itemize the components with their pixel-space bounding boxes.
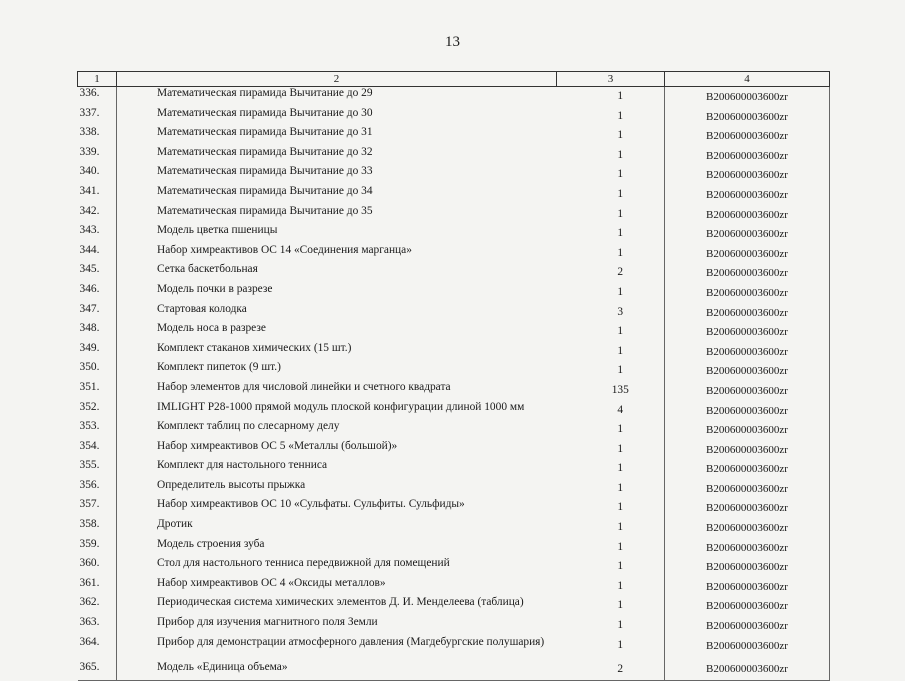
- table-row: [78, 420, 830, 440]
- item-quantity: 1: [617, 187, 624, 200]
- table-row: [78, 498, 830, 518]
- item-name: Модель носа в разрезе: [117, 322, 557, 342]
- item-name: Модель «Единица объема»: [117, 655, 557, 681]
- row-number: 352.: [79, 400, 100, 413]
- item-name: Математическая пирамида Вычитание до 34: [117, 185, 557, 205]
- item-code: B200600003600zr: [665, 420, 830, 440]
- table-row: [78, 557, 830, 577]
- item-quantity: 1: [617, 285, 624, 298]
- item-quantity: 1: [617, 638, 624, 651]
- row-number: 362.: [79, 596, 100, 609]
- row-number: 341.: [79, 184, 100, 197]
- item-name: Набор химреактивов ОС 4 «Оксиды металлов»: [117, 577, 557, 597]
- row-number: 365.: [78, 655, 117, 681]
- item-quantity: 1: [617, 599, 624, 612]
- row-number: 337.: [79, 106, 100, 119]
- item-code: B200600003600zr: [665, 459, 830, 479]
- table-row: [78, 538, 830, 558]
- table-row: [78, 146, 830, 166]
- table-row: [78, 518, 830, 538]
- row-number: 356.: [79, 478, 100, 491]
- table-row: [78, 107, 830, 127]
- item-quantity: 1: [617, 344, 624, 357]
- item-quantity: 1: [617, 423, 624, 436]
- header-row: [78, 72, 830, 87]
- table-row: [78, 616, 830, 636]
- item-quantity: 1: [617, 207, 624, 220]
- item-name: Периодическая система химических элементов Д. И. Менделеева (таблица): [117, 596, 557, 616]
- row-number: 351.: [79, 380, 100, 393]
- item-quantity: 2: [617, 266, 624, 279]
- item-code: B200600003600zr: [665, 224, 830, 244]
- item-name: Прибор для демонстрации атмосферного давления (Магдебургские полушария): [117, 636, 557, 656]
- item-name: Набор химреактивов ОС 10 «Сульфаты. Сульфиты. Сульфиды»: [117, 498, 557, 518]
- item-code: B200600003600zr: [665, 596, 830, 616]
- item-code: B200600003600zr: [665, 636, 830, 656]
- row-number: 342.: [79, 204, 100, 217]
- item-name: Комплект для настольного тенниса: [117, 459, 557, 479]
- table-row: [78, 342, 830, 362]
- page-number: 13: [445, 34, 460, 50]
- item-name: Сетка баскетбольная: [117, 263, 557, 283]
- item-quantity: 4: [617, 403, 624, 416]
- row-number: 343.: [79, 224, 100, 237]
- row-number: 357.: [79, 498, 100, 511]
- item-quantity: 1: [617, 579, 624, 592]
- item-quantity: 1: [617, 109, 624, 122]
- table-row: [78, 205, 830, 225]
- row-number: 353.: [79, 420, 100, 433]
- item-quantity: 1: [617, 481, 624, 494]
- item-name: Математическая пирамида Вычитание до 29: [117, 87, 557, 107]
- item-code: B200600003600zr: [665, 165, 830, 185]
- table-row: [78, 636, 830, 656]
- item-code: B200600003600zr: [665, 479, 830, 499]
- table-row: [78, 303, 830, 323]
- column-header-3: 3: [557, 72, 665, 87]
- item-code: B200600003600zr: [665, 126, 830, 146]
- item-name: Стол для настольного тенниса передвижной для помещений: [117, 557, 557, 577]
- item-name: Математическая пирамида Вычитание до 35: [117, 205, 557, 225]
- row-number: 358.: [79, 518, 100, 531]
- item-name: Математическая пирамида Вычитание до 33: [117, 165, 557, 185]
- item-quantity: 1: [617, 442, 624, 455]
- item-code: B200600003600zr: [665, 361, 830, 381]
- column-header-2: 2: [117, 72, 557, 87]
- table-header: [78, 72, 830, 87]
- row-number: 346.: [79, 282, 100, 295]
- item-name: Набор элементов для числовой линейки и счетного квадрата: [117, 381, 557, 401]
- item-quantity: 1: [617, 364, 624, 377]
- item-name: IMLIGHT P28-1000 прямой модуль плоской конфигурации длиной 1000 мм: [117, 401, 557, 421]
- table-row: [78, 440, 830, 460]
- row-number: 348.: [79, 322, 100, 335]
- table-row: [78, 126, 830, 146]
- item-code: B200600003600zr: [665, 107, 830, 127]
- column-header-4: 4: [665, 72, 830, 87]
- item-quantity: 1: [617, 148, 624, 161]
- row-number: 359.: [79, 537, 100, 550]
- item-code: B200600003600zr: [665, 244, 830, 264]
- item-code: B200600003600zr: [665, 205, 830, 225]
- row-number: 349.: [79, 341, 100, 354]
- table-row: [78, 87, 830, 107]
- item-code: B200600003600zr: [665, 577, 830, 597]
- item-name: Модель цветка пшеницы: [117, 224, 557, 244]
- item-name: Определитель высоты прыжка: [117, 479, 557, 499]
- item-quantity: 135: [611, 383, 629, 396]
- item-name: Математическая пирамида Вычитание до 31: [117, 126, 557, 146]
- item-code: B200600003600zr: [665, 146, 830, 166]
- item-code: B200600003600zr: [665, 440, 830, 460]
- table-row: [78, 244, 830, 264]
- item-code: B200600003600zr: [665, 401, 830, 421]
- table-row: [78, 263, 830, 283]
- table-row: [78, 577, 830, 597]
- item-code: B200600003600zr: [665, 87, 830, 107]
- table-row: [78, 401, 830, 421]
- table-row: [78, 185, 830, 205]
- item-quantity: 1: [617, 168, 624, 181]
- item-quantity: 1: [617, 619, 624, 632]
- row-number: 347.: [79, 302, 100, 315]
- table-row: [78, 381, 830, 401]
- item-quantity: 1: [617, 521, 624, 534]
- item-name: Комплект стаканов химических (15 шт.): [117, 342, 557, 362]
- table-row: [78, 283, 830, 303]
- item-name: Математическая пирамида Вычитание до 32: [117, 146, 557, 166]
- table-row: [78, 479, 830, 499]
- row-number: 354.: [79, 439, 100, 452]
- item-name: Математическая пирамида Вычитание до 30: [117, 107, 557, 127]
- item-code: B200600003600zr: [665, 616, 830, 636]
- table-row: [78, 322, 830, 342]
- item-name: Набор химреактивов ОС 5 «Металлы (большой)»: [117, 440, 557, 460]
- item-code: B200600003600zr: [665, 263, 830, 283]
- item-code: B200600003600zr: [665, 538, 830, 558]
- inventory-table: [77, 71, 830, 681]
- item-name: Набор химреактивов ОС 14 «Соединения марганца»: [117, 244, 557, 264]
- row-number: 364.: [79, 635, 100, 648]
- item-quantity: 1: [617, 129, 624, 142]
- table-row: [78, 224, 830, 244]
- item-name: Модель строения зуба: [117, 538, 557, 558]
- row-number: 355.: [79, 459, 100, 472]
- item-code: B200600003600zr: [665, 381, 830, 401]
- row-number: 345.: [79, 263, 100, 276]
- table-row: [78, 655, 830, 681]
- row-number: 340.: [79, 165, 100, 178]
- column-header-1: 1: [78, 72, 117, 87]
- item-code: B200600003600zr: [665, 498, 830, 518]
- table-row: [78, 459, 830, 479]
- item-code: B200600003600zr: [665, 322, 830, 342]
- table-body: [78, 87, 830, 681]
- item-quantity: 1: [617, 90, 624, 102]
- item-quantity: 1: [617, 325, 624, 338]
- item-quantity: 1: [617, 246, 624, 259]
- row-number: 344.: [79, 243, 100, 256]
- item-code: B200600003600zr: [665, 655, 830, 681]
- table-row: [78, 165, 830, 185]
- item-code: B200600003600zr: [665, 303, 830, 323]
- item-name: Прибор для изучения магнитного поля Земли: [117, 616, 557, 636]
- item-quantity: 1: [617, 501, 624, 514]
- item-quantity: 1: [617, 227, 624, 240]
- item-code: B200600003600zr: [665, 283, 830, 303]
- item-quantity: 1: [617, 560, 624, 573]
- item-code: B200600003600zr: [665, 518, 830, 538]
- item-quantity: 1: [617, 540, 624, 553]
- row-number: 336.: [79, 87, 100, 99]
- item-quantity: 1: [617, 462, 624, 475]
- item-code: B200600003600zr: [665, 557, 830, 577]
- item-code: B200600003600zr: [665, 342, 830, 362]
- row-number: 360.: [79, 557, 100, 570]
- row-number: 339.: [79, 145, 100, 158]
- item-quantity: 3: [617, 305, 624, 318]
- row-number: 361.: [79, 576, 100, 589]
- table-row: [78, 596, 830, 616]
- item-name: Модель почки в разрезе: [117, 283, 557, 303]
- row-number: 363.: [79, 616, 100, 629]
- item-name: Стартовая колодка: [117, 303, 557, 323]
- item-name: Комплект таблиц по слесарному делу: [117, 420, 557, 440]
- item-name: Дротик: [117, 518, 557, 538]
- item-code: B200600003600zr: [665, 185, 830, 205]
- table-row: [78, 361, 830, 381]
- row-number: 350.: [79, 361, 100, 374]
- item-name: Комплект пипеток (9 шт.): [117, 361, 557, 381]
- item-quantity: 2: [557, 655, 665, 681]
- row-number: 338.: [79, 126, 100, 139]
